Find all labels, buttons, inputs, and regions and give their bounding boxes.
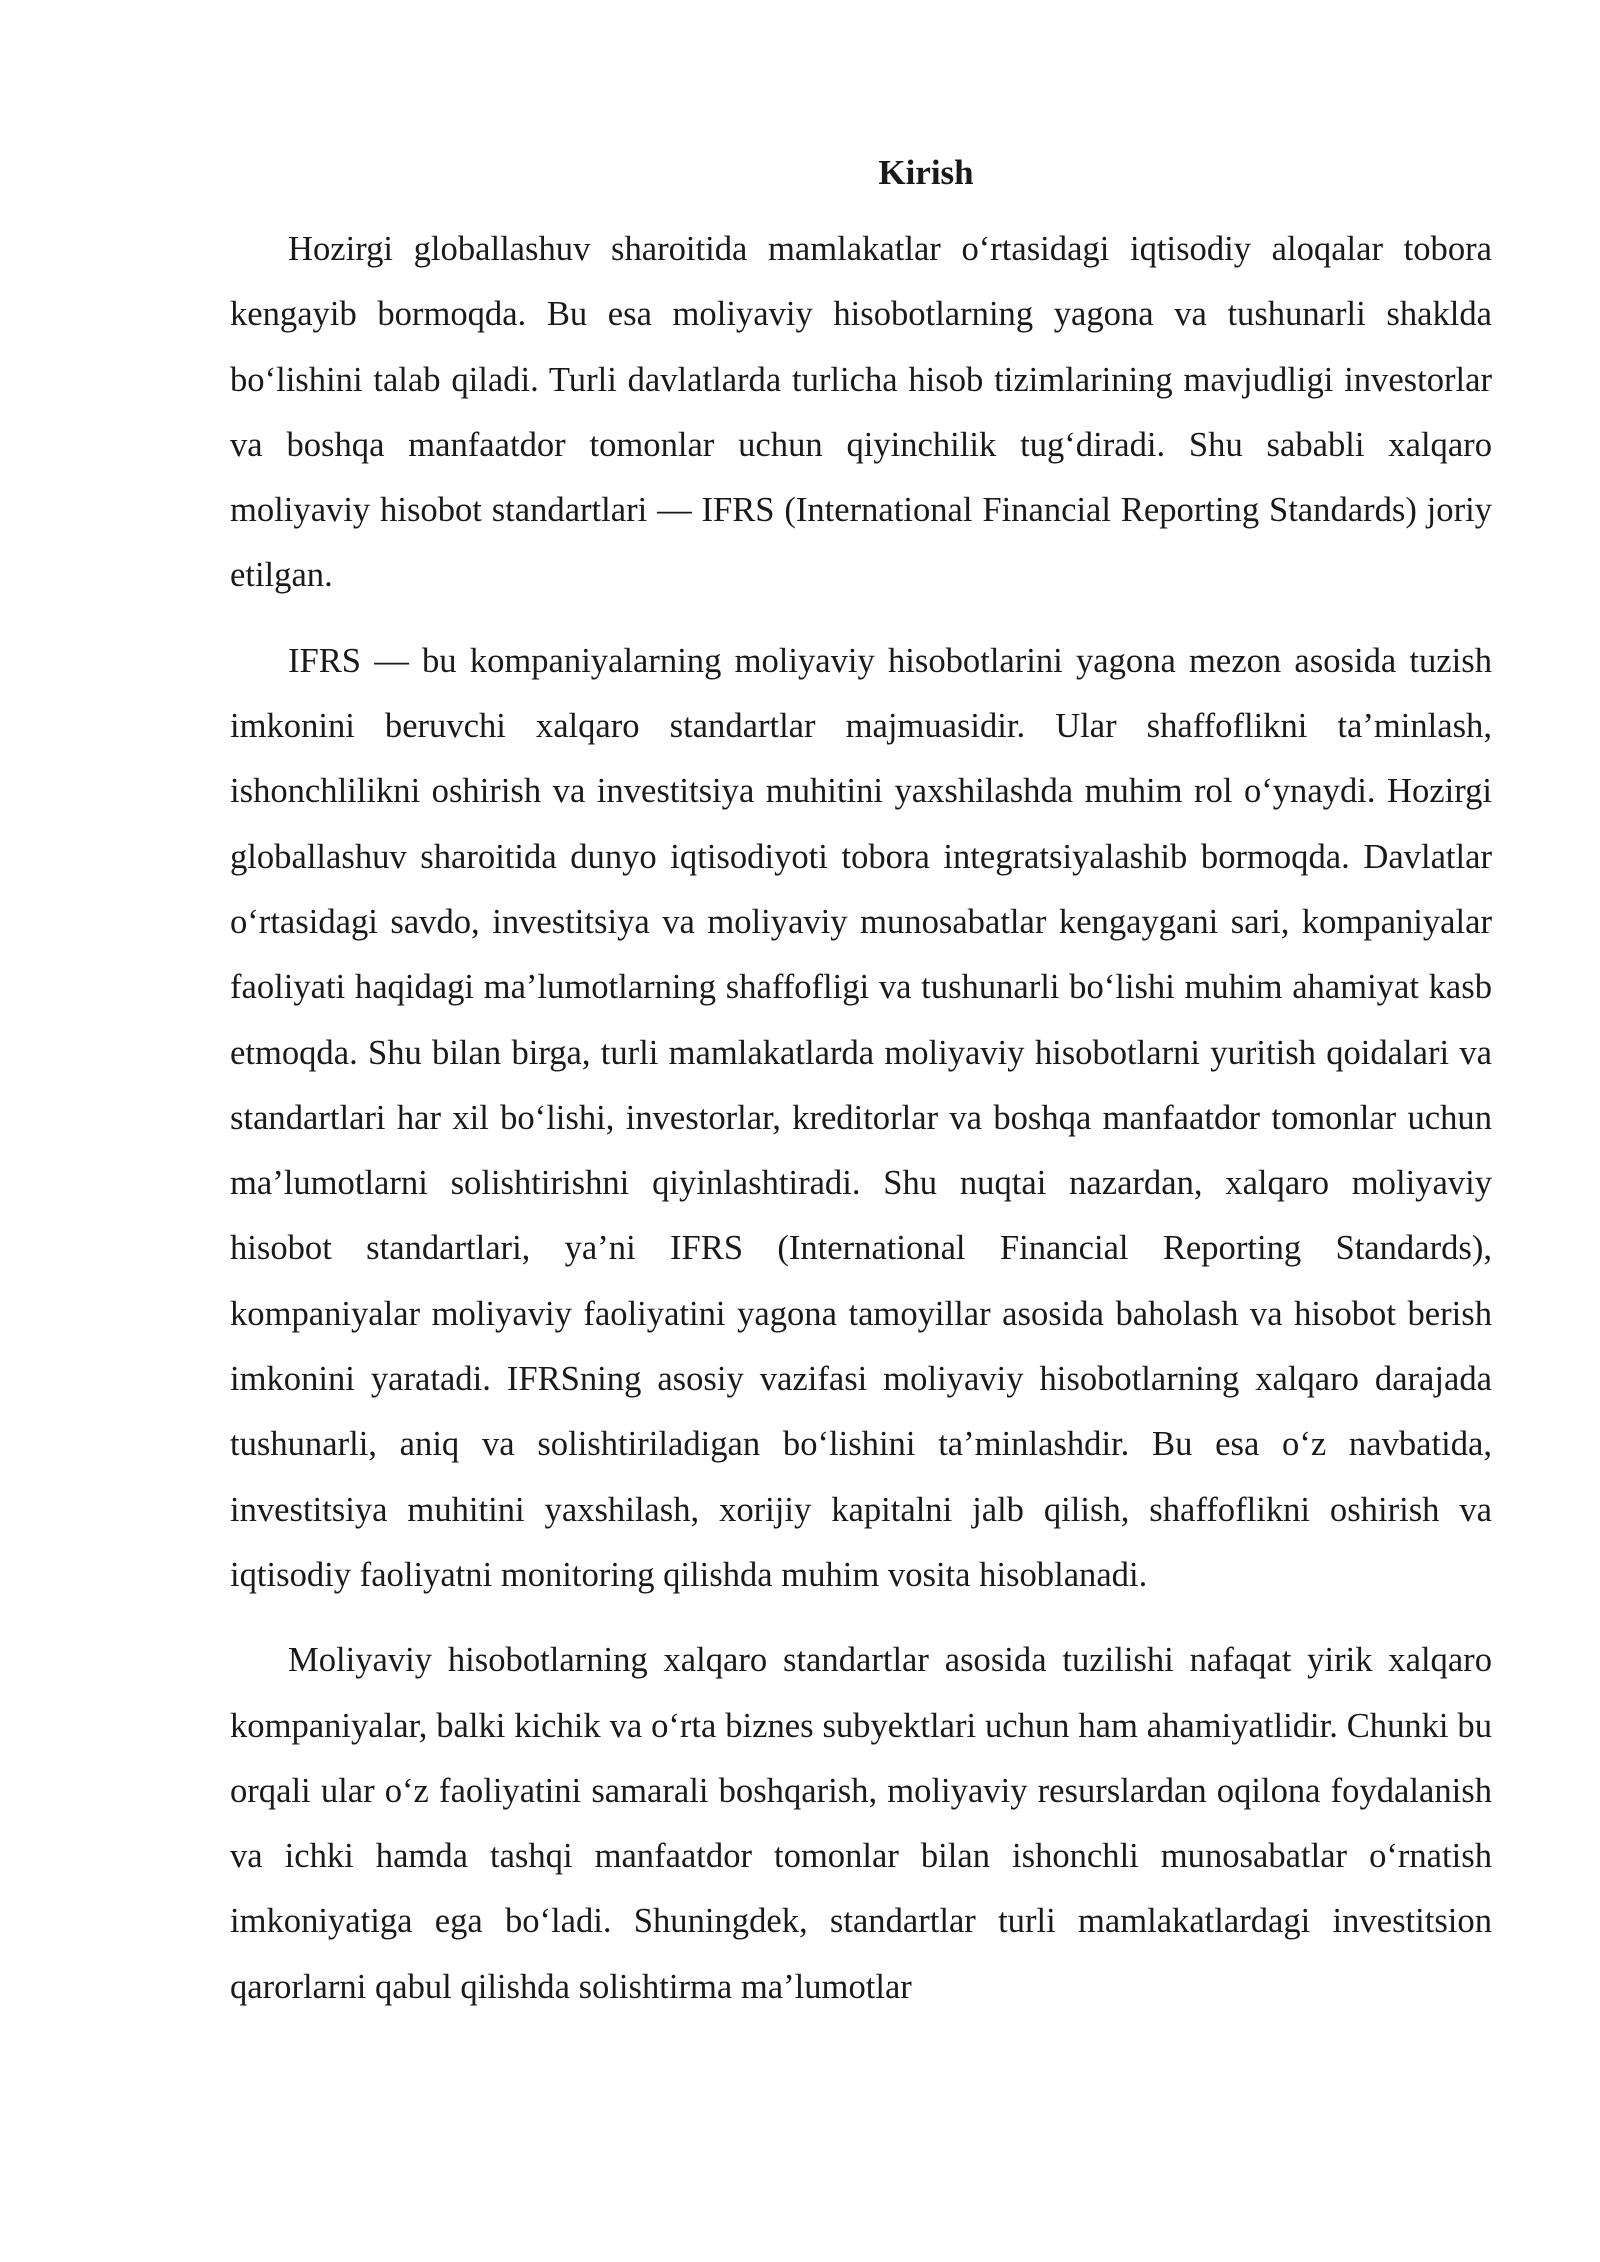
paragraph-3: Moliyaviy hisobotlarning xalqaro standartlar asosida tuzilishi nafaqat yirik xalqaro kompaniyalar, balki kichik va o‘rta biznes subyektlari uchun ham ahamiyatlidir. Chunki bu orqali ular o‘z faoliyatini samarali boshqarish, moliyaviy resurslardan oqilona foydalanish va ichki hamda tashqi manfaatdor tomonlar bilan ishonchli munosabatlar o‘rnatish imkoniyatiga ega bo‘ladi. Shuningdek, standartlar turli mamlakatlardagi investitsion qarorlarni qabul qilishda solishtirma ma’lumotlar (230, 1641, 1492, 2006)
page-title: Kirish (878, 153, 974, 192)
document-body (230, 140, 1492, 2020)
paragraph-2: IFRS — bu kompaniyalarning moliyaviy hisobotlarini yagona mezon asosida tuzish imkonini beruvchi xalqaro standartlar majmuasidir. Ular shaffoflikni ta’minlash, ishonchlilikni oshirish va investitsiya muhitini yaxshilashda muhim rol o‘ynaydi. Hozirgi globallashuv sharoitida dunyo iqtisodiyoti tobora integratsiyalashib bormoqda. Davlatlar o‘rtasidagi savdo, investitsiya va moliyaviy munosabatlar kengaygani sari, kompaniyalar faoliyati haqidagi ma’lumotlarning shaffofligi va tushunarli bo‘lishi muhim ahamiyat kasb etmoqda. Shu bilan birga, turli mamlakatlarda moliyaviy hisobotlarni yuritish qoidalari va standartlari har xil bo‘lishi, investorlar, kreditorlar va boshqa manfaatdor tomonlar uchun ma’lumotlarni solishtirishni qiyinlashtiradi. Shu nuqtai nazardan, xalqaro moliyaviy hisobot standartlari, ya’ni IFRS (International Financial Reporting Standards), kompaniyalar moliyaviy faoliyatini yagona tamoyillar asosida baholash va hisobot berish imkonini yaratadi. IFRSning asosiy vazifasi moliyaviy hisobotlarning xalqaro darajada tushunarli, aniq va solishtiriladigan bo‘lishini ta’minlashdir. Bu esa o‘z navbatida, investitsiya muhitini yaxshilash, xorijiy kapitalni jalb qilish, shaffoflikni oshirish va iqtisodiy faoliyatni monitoring qilishda muhim vosita hisoblanadi. (230, 641, 1492, 1594)
paragraph-1: Hozirgi globallashuv sharoitida mamlakatlar o‘rtasidagi iqtisodiy aloqalar tobora kengayib bormoqda. Bu esa moliyaviy hisobotlarning yagona va tushunarli shaklda bo‘lishini talab qiladi. Turli davlatlarda turlicha hisob tizimlarining mavjudligi investorlar va boshqa manfaatdor tomonlar uchun qiyinchilik tug‘diradi. Shu sababli xalqaro moliyaviy hisobot standartlari — IFRS (International Financial Reporting Standards) joriy etilgan. (230, 230, 1492, 595)
